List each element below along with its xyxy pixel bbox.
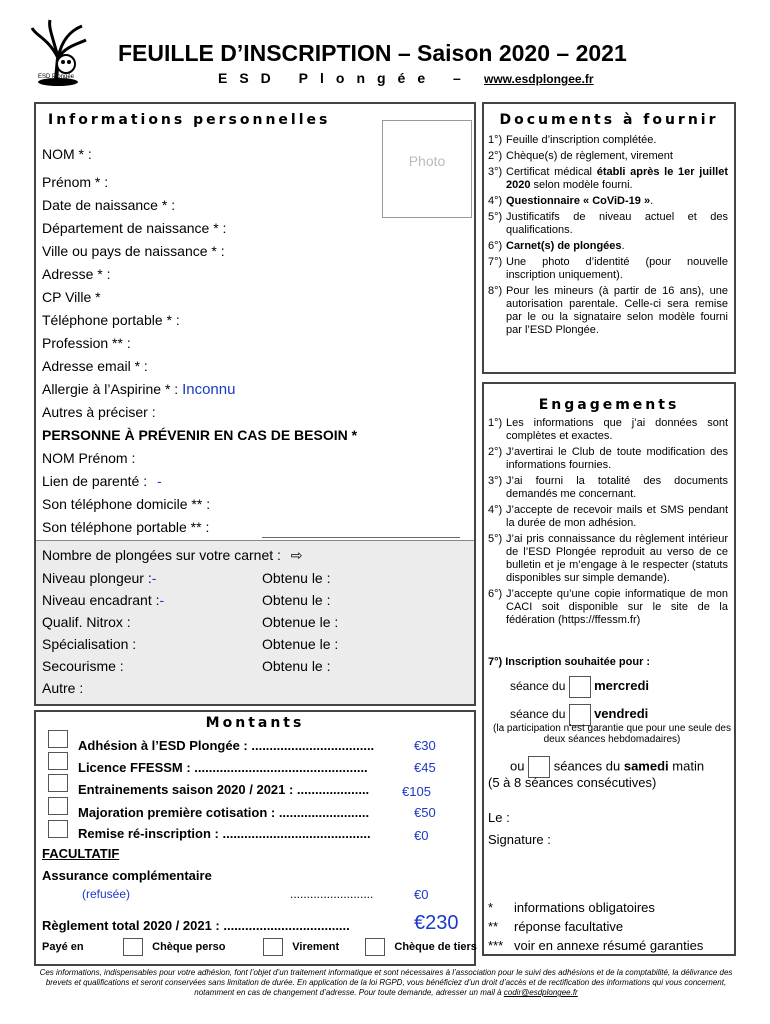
paid-label: Payé en <box>42 941 84 953</box>
training-label: Entrainements saison 2020 / 2021 : .................... <box>78 782 370 797</box>
surcharge-checkbox[interactable] <box>48 797 68 815</box>
transfer-label: Virement <box>292 941 340 953</box>
page-subtitle: ESD Plongée – <box>218 70 473 86</box>
aspirin-allergy-value[interactable]: Inconnu <box>182 381 236 398</box>
field-birth-date[interactable]: Date de naissance * : <box>42 197 176 213</box>
insurance-status: (refusée) <box>82 887 131 901</box>
field-birth-department[interactable]: Département de naissance * : <box>42 220 227 236</box>
field-nitrox[interactable]: Qualif. Nitrox : <box>42 614 131 630</box>
personal-cheque-label: Chèque perso <box>152 941 226 953</box>
total-value: €230 <box>414 912 459 934</box>
list-item: 4°) J’accepte de recevoir mails et SMS pendant la durée de mon adhésion. <box>488 504 728 529</box>
instructor-level-label: Niveau encadrant : <box>42 592 160 608</box>
field-first-aid[interactable]: Secourisme : <box>42 658 124 674</box>
surcharge-value: €50 <box>414 805 436 820</box>
registration-heading: 7°) Inscription souhaitée pour : <box>488 656 651 668</box>
aspirin-allergy-label: Allergie à l’Aspirine * : <box>42 381 179 397</box>
list-item: 1°) Feuille d’inscription complétée. <box>488 134 657 146</box>
divider <box>262 537 460 538</box>
membership-checkbox[interactable] <box>48 730 68 748</box>
field-other-diving[interactable]: Autre : <box>42 680 84 696</box>
surcharge-label: Majoration première cotisation : ......................... <box>78 805 370 820</box>
field-specialisation[interactable]: Spécialisation : <box>42 636 137 652</box>
date-field[interactable]: Le : <box>488 810 510 825</box>
field-birth-place[interactable]: Ville ou pays de naissance * : <box>42 243 225 259</box>
legend-item: * informations obligatoires <box>488 900 655 915</box>
list-item: 6°) Carnet(s) de plongées. <box>488 240 625 252</box>
privacy-notice <box>30 968 742 998</box>
diver-level-label: Niveau plongeur : <box>42 570 152 586</box>
insurance-value: €0 <box>414 887 429 902</box>
field-dive-count[interactable] <box>42 547 303 564</box>
discount-label: Remise ré-inscription : ......................................... <box>78 826 371 841</box>
amounts-heading: Montants <box>205 715 305 731</box>
first-aid-date[interactable]: Obtenu le : <box>262 658 331 674</box>
friday-prefix: séance du <box>510 707 566 722</box>
relation-label: Lien de parenté : <box>42 473 148 489</box>
license-label: Licence FFESSM : ................................................ <box>78 760 368 775</box>
list-item: 4°) Questionnaire « CoViD-19 ». <box>488 195 654 207</box>
legend-item: ** réponse facultative <box>488 919 624 934</box>
emergency-heading: PERSONNE À PRÉVENIR EN CAS DE BESOIN * <box>42 427 358 443</box>
field-postcode-city[interactable]: CP Ville * <box>42 289 101 305</box>
legend <box>488 898 703 955</box>
membership-label: Adhésion à l’ESD Plongée : .................................. <box>78 738 375 753</box>
nitrox-date[interactable]: Obtenue le : <box>262 614 339 630</box>
list-item: 2°) Chèque(s) de règlement, virement <box>488 150 673 162</box>
field-aspirin-allergy[interactable] <box>42 381 235 398</box>
diver-level-date[interactable]: Obtenu le : <box>262 570 331 586</box>
saturday-session: ou séances du samedi matin <box>510 756 704 778</box>
legend-item: *** voir en annexe résumé garanties <box>488 938 704 953</box>
field-emergency-mobile[interactable]: Son téléphone portable ** : <box>42 519 210 535</box>
saturday-note: (5 à 8 séances consécutives) <box>488 775 657 790</box>
discount-value: €0 <box>414 828 429 843</box>
list-item: 3°) J’ai fourni la totalité des documents demandés me concernant. <box>488 475 728 500</box>
list-item: 3°) Certificat médical établi après le 1er juillet 2020 selon modèle fourni. <box>488 166 728 191</box>
insurance-label: Assurance complémentaire <box>42 868 212 883</box>
documents-list <box>488 134 728 340</box>
diver-level-value[interactable]: - <box>151 570 157 586</box>
photo-placeholder[interactable]: Photo <box>382 120 472 218</box>
field-email[interactable]: Adresse email * : <box>42 358 148 374</box>
field-other[interactable]: Autres à préciser : <box>42 404 156 420</box>
page-title: FEUILLE D’INSCRIPTION – Saison 2020 – 2021 <box>118 40 627 66</box>
list-item: 2°) J’avertirai le Club de toute modification des informations fournies. <box>488 446 728 471</box>
arrow-right-icon: ⇨ <box>290 547 303 563</box>
field-nom[interactable]: NOM * : <box>42 146 92 162</box>
relation-value[interactable]: - <box>156 473 162 489</box>
instructor-level-value[interactable]: - <box>159 592 165 608</box>
personal-cheque-checkbox[interactable] <box>123 938 143 956</box>
discount-checkbox[interactable] <box>48 820 68 838</box>
total-label: Règlement total 2020 / 2021 : ................................... <box>42 918 350 933</box>
payment-method-row <box>42 938 477 956</box>
field-address[interactable]: Adresse * : <box>42 266 111 282</box>
transfer-checkbox[interactable] <box>263 938 283 956</box>
list-item: 1°) Les informations que j’ai données sont complètes et exactes. <box>488 417 728 442</box>
membership-value: €30 <box>414 738 436 753</box>
field-profession[interactable]: Profession ** : <box>42 335 131 351</box>
engagements-heading: Engagements <box>538 397 680 413</box>
optional-heading: FACULTATIF <box>42 846 120 861</box>
training-value: €105 <box>402 784 431 799</box>
field-prenom[interactable]: Prénom * : <box>42 174 109 190</box>
logo-caption: ESD Plongée <box>38 74 75 80</box>
list-item: 7°) Une photo d’identité (pour nouvelle inscription uniquement). <box>488 256 728 281</box>
field-emergency-home-phone[interactable]: Son téléphone domicile ** : <box>42 496 211 512</box>
wednesday-label: mercredi <box>594 678 649 694</box>
wednesday-prefix: séance du <box>510 679 566 694</box>
field-mobile[interactable]: Téléphone portable * : <box>42 312 180 328</box>
wednesday-session <box>510 676 649 698</box>
third-party-cheque-checkbox[interactable] <box>365 938 385 956</box>
field-diver-level[interactable] <box>42 570 156 586</box>
engagements-list <box>488 417 728 630</box>
documents-heading: Documents à fournir <box>499 112 719 128</box>
contact-email-link[interactable]: codir@esdplongee.fr <box>503 988 578 997</box>
license-value: €45 <box>414 760 436 775</box>
website-link[interactable]: www.esdplongee.fr <box>484 72 594 86</box>
field-instructor-level[interactable] <box>42 592 164 608</box>
field-relation[interactable] <box>42 473 162 489</box>
field-emergency-name[interactable]: NOM Prénom : <box>42 450 136 466</box>
list-item: 5°) Justificatifs de niveau actuel et des qualifications. <box>488 211 728 236</box>
list-item: 6°) J’accepte qu’une copie informatique de mon CACI soit disponible sur le site de la fédération (https://ffessm.fr) <box>488 588 728 626</box>
list-item: 5°) J’ai pris connaissance du règlement intérieur de l’ESD Plongée reproduit au verso de ce bulletin et je m’engage à le respecter (statuts disponibles sur simple demande). <box>488 533 728 584</box>
training-checkbox[interactable] <box>48 774 68 792</box>
session-note: (la participation n’est garantie que pour une seule des deux séances hebdomadaires) <box>493 723 731 745</box>
wednesday-checkbox[interactable] <box>569 676 591 698</box>
dive-count-label: Nombre de plongées sur votre carnet : <box>42 547 281 563</box>
personal-info-heading: Informations personnelles <box>48 112 331 128</box>
friday-label: vendredi <box>594 706 649 722</box>
signature-field[interactable]: Signature : <box>488 832 551 847</box>
privacy-text: Ces informations, indispensables pour votre adhésion, font l’objet d’un traitement informatique et sont nécessaires à l’association pour le suivi des adhésions et de la comptabilité, la délivrance des brevets et qualifications et seront conservées sans limitation de durée. En application de la loi RGPD, vous bénéficiez d’un droit d’accès et de rectification des informations qui vous concernent, notamment en cas de changement d’adresse. Pour toute demande, adresser un mail à <box>39 968 733 997</box>
instructor-level-date[interactable]: Obtenu le : <box>262 592 331 608</box>
third-party-cheque-label: Chèque de tiers <box>394 941 477 953</box>
license-checkbox[interactable] <box>48 752 68 770</box>
insurance-dots: ......................... <box>290 887 374 901</box>
specialisation-date[interactable]: Obtenue le : <box>262 636 339 652</box>
list-item: 8°) Pour les mineurs (à partir de 16 ans), une autorisation parentale. Celle-ci sera remise par le ou la signataire selon modèle fourni par l’ESD Plongée. <box>488 285 728 336</box>
